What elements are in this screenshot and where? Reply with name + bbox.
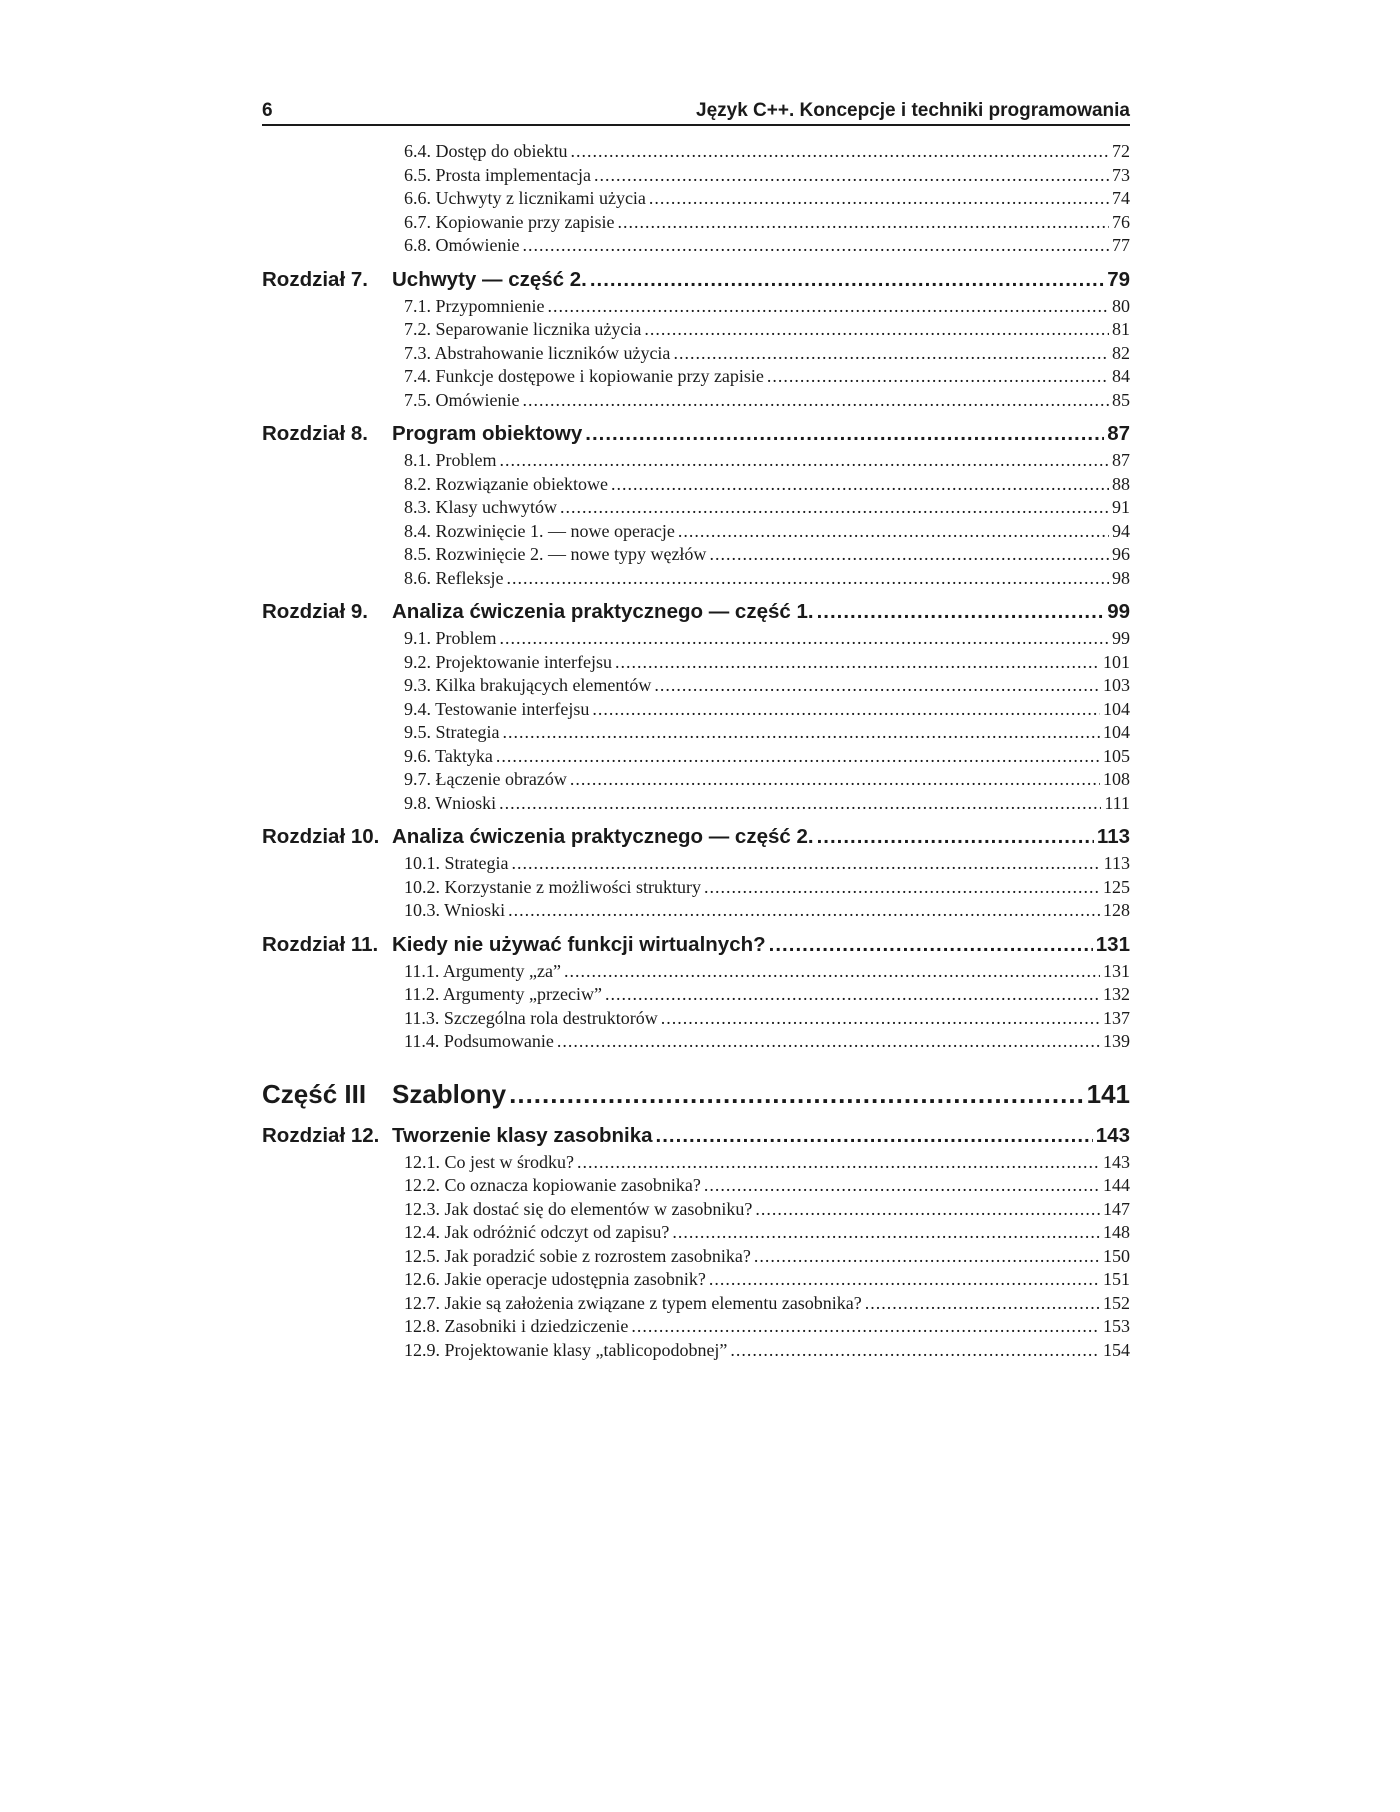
dot-leader [656, 1121, 1093, 1151]
dot-leader [754, 1245, 1100, 1269]
toc-title: Program obiektowy [392, 422, 583, 445]
dot-leader [661, 1007, 1100, 1031]
toc-page-number: 81 [1112, 319, 1130, 339]
toc-title: 6.8. Omówienie [404, 235, 520, 255]
toc-page-number: 104 [1103, 722, 1130, 742]
dot-leader [817, 822, 1094, 852]
toc-title: 11.3. Szczególna rola destruktorów [404, 1007, 658, 1028]
toc-title: 9.4. Testowanie interfejsu [404, 698, 590, 719]
toc-section-entry [262, 1268, 1130, 1292]
dot-leader [605, 983, 1100, 1007]
dot-leader [577, 1151, 1100, 1175]
book-title: Język C++. Koncepcje i techniki programowania [696, 100, 1130, 121]
toc-title: 7.5. Omówienie [404, 389, 520, 410]
toc-section-entry [262, 365, 1130, 389]
toc-page-number: 150 [1103, 1245, 1130, 1266]
toc-title: 9.7. Łączenie obrazów [404, 769, 567, 789]
toc-section-entry [262, 318, 1130, 342]
toc-page-number: 128 [1103, 900, 1130, 920]
toc-page-number: 99 [1112, 628, 1130, 648]
toc-title: 6.7. Kopiowanie przy zapisie [404, 211, 615, 232]
dot-leader [500, 449, 1110, 473]
toc-section-entry [262, 674, 1130, 698]
dot-leader [511, 852, 1100, 876]
toc-section-entry [262, 1221, 1130, 1245]
toc-section-entry [262, 627, 1130, 651]
toc-section-entry [262, 520, 1130, 544]
toc-title: 9.3. Kilka brakujących elementów [404, 675, 652, 695]
toc-title: Analiza ćwiczenia praktycznego — część 1. [392, 600, 814, 623]
toc-section-entry [262, 651, 1130, 675]
toc-page-number: 87 [1107, 422, 1130, 445]
dot-leader [817, 597, 1105, 627]
dot-leader [592, 698, 1100, 722]
chapter-label: Rozdział 8. [262, 422, 368, 445]
toc-page-number: 113 [1096, 825, 1130, 848]
toc-section-entry [262, 1292, 1130, 1316]
toc-title: 7.1. Przypomnienie [404, 295, 545, 316]
dot-leader [617, 211, 1109, 235]
toc-section-entry [262, 876, 1130, 900]
toc-title: 12.4. Jak odróżnić odczyt od zapisu? [404, 1222, 670, 1242]
part-label: Część III [262, 1078, 367, 1109]
dot-leader [730, 1339, 1100, 1363]
toc-page-number: 141 [1086, 1078, 1130, 1109]
toc-page-number: 111 [1104, 792, 1130, 813]
dot-leader [509, 1074, 1083, 1114]
toc-page-number: 98 [1112, 567, 1130, 588]
toc-page-number: 101 [1103, 651, 1130, 672]
toc-title: 8.5. Rozwinięcie 2. — nowe typy węzłów [404, 544, 707, 564]
dot-leader [500, 627, 1110, 651]
toc-section-entry [262, 140, 1130, 164]
dot-leader [508, 899, 1100, 923]
toc-section-entry [262, 543, 1130, 567]
toc-page-number: 87 [1112, 450, 1130, 470]
toc-page-number: 143 [1095, 1123, 1130, 1147]
toc-title: 8.6. Refleksje [404, 567, 504, 588]
toc-page-number: 152 [1103, 1292, 1130, 1313]
toc-page-number: 74 [1112, 188, 1130, 208]
toc-page-number: 139 [1103, 1031, 1130, 1051]
dot-leader [564, 960, 1100, 984]
toc-page-number: 79 [1107, 267, 1130, 291]
toc-page-number: 147 [1103, 1198, 1130, 1219]
toc-title: 9.1. Problem [404, 628, 497, 648]
toc-title: 9.5. Strategia [404, 722, 500, 742]
toc-section-entry [262, 1339, 1130, 1363]
toc-title: 9.6. Taktyka [404, 745, 493, 766]
chapter-label: Rozdział 9. [262, 600, 368, 623]
toc-title: 9.8. Wnioski [404, 792, 497, 813]
toc-section-entry [262, 852, 1130, 876]
toc-title: 12.8. Zasobniki i dziedziczenie [404, 1316, 629, 1336]
toc-page-number: 99 [1107, 600, 1130, 623]
toc-chapter-heading [262, 419, 1130, 449]
dot-leader [547, 295, 1109, 319]
toc-chapter-heading [262, 1121, 1130, 1151]
toc-page-number: 131 [1103, 960, 1130, 981]
toc-title: 8.2. Rozwiązanie obiektowe [404, 473, 608, 494]
toc-page-number: 113 [1103, 853, 1130, 873]
toc-section-entry [262, 745, 1130, 769]
toc-section-entry [262, 496, 1130, 520]
dot-leader [557, 1030, 1100, 1054]
dot-leader [631, 1315, 1100, 1339]
toc-section-entry [262, 721, 1130, 745]
toc-section-entry [262, 1030, 1130, 1054]
toc-section-entry [262, 473, 1130, 497]
toc-page-number: 143 [1103, 1151, 1130, 1172]
toc-title: 6.5. Prosta implementacja [404, 164, 591, 185]
table-of-contents [262, 140, 1130, 1362]
toc-title: 8.3. Klasy uchwytów [404, 497, 557, 517]
toc-title: 12.7. Jakie są założenia związane z typem elementu zasobnika? [404, 1292, 862, 1313]
dot-leader [611, 473, 1109, 497]
chapter-label: Rozdział 7. [262, 267, 368, 291]
toc-page-number: 154 [1103, 1339, 1130, 1360]
dot-leader [704, 876, 1100, 900]
toc-title: Kiedy nie używać funkcji wirtualnych? [392, 932, 766, 956]
toc-section-entry [262, 792, 1130, 816]
toc-title: 9.2. Projektowanie interfejsu [404, 651, 612, 672]
dot-leader [496, 745, 1100, 769]
toc-title: 6.4. Dostęp do obiektu [404, 141, 568, 161]
toc-page-number: 153 [1103, 1316, 1130, 1336]
toc-chapter-heading [262, 822, 1130, 852]
toc-title: 8.1. Problem [404, 450, 497, 470]
dot-leader [649, 187, 1109, 211]
toc-page-number: 103 [1103, 675, 1130, 695]
toc-title: 7.2. Separowanie licznika użycia [404, 319, 642, 339]
toc-title: 12.3. Jak dostać się do elementów w zasobniku? [404, 1198, 753, 1219]
dot-leader [709, 543, 1109, 567]
toc-page-number: 105 [1103, 745, 1130, 766]
toc-title: 10.1. Strategia [404, 853, 509, 873]
toc-section-entry [262, 234, 1130, 258]
toc-page-number: 125 [1103, 876, 1130, 897]
toc-title: 11.2. Argumenty „przeciw” [404, 984, 602, 1004]
dot-leader [767, 365, 1109, 389]
toc-section-entry [262, 1245, 1130, 1269]
toc-title: 6.6. Uchwyty z licznikami użycia [404, 188, 646, 208]
toc-title: 7.3. Abstrahowanie liczników użycia [404, 342, 671, 363]
toc-page-number: 131 [1095, 932, 1130, 956]
toc-section-entry [262, 164, 1130, 188]
dot-leader [709, 1268, 1100, 1292]
dot-leader [590, 265, 1104, 295]
toc-title: 12.9. Projektowanie klasy „tablicopodobnej” [404, 1339, 728, 1360]
toc-section-entry [262, 899, 1130, 923]
toc-page-number: 96 [1112, 544, 1130, 564]
toc-title: 10.3. Wnioski [404, 900, 506, 920]
toc-section-entry [262, 983, 1130, 1007]
toc-page-number: 84 [1112, 366, 1130, 386]
dot-leader [644, 318, 1109, 342]
toc-page-number: 73 [1112, 164, 1130, 185]
dot-leader [594, 164, 1109, 188]
toc-title: Analiza ćwiczenia praktycznego — część 2. [392, 825, 814, 848]
toc-title: 12.5. Jak poradzić sobie z rozrostem zasobnika? [404, 1245, 751, 1266]
toc-title: 11.1. Argumenty „za” [404, 960, 561, 981]
dot-leader [673, 342, 1109, 366]
toc-section-entry [262, 1174, 1130, 1198]
toc-section-entry [262, 698, 1130, 722]
toc-title: 10.2. Korzystanie z możliwości struktury [404, 876, 701, 897]
dot-leader [672, 1221, 1100, 1245]
toc-section-entry [262, 960, 1130, 984]
dot-leader [571, 140, 1110, 164]
toc-page-number: 94 [1112, 520, 1130, 541]
toc-page-number: 88 [1112, 473, 1130, 494]
dot-leader [865, 1292, 1100, 1316]
toc-title: 7.4. Funkcje dostępowe i kopiowanie przy zapisie [404, 366, 764, 386]
toc-section-entry [262, 1007, 1130, 1031]
page-number: 6 [262, 100, 273, 121]
toc-chapter-heading [262, 265, 1130, 295]
toc-page-number: 148 [1103, 1222, 1130, 1242]
toc-chapter-heading [262, 597, 1130, 627]
chapter-label: Rozdział 11. [262, 932, 379, 956]
toc-title: 12.2. Co oznacza kopiowanie zasobnika? [404, 1175, 701, 1195]
toc-page-number: 72 [1112, 141, 1130, 161]
toc-page-number: 144 [1103, 1175, 1130, 1195]
toc-section-entry [262, 342, 1130, 366]
toc-part-heading [262, 1074, 1130, 1114]
dot-leader [560, 496, 1109, 520]
toc-page-number: 104 [1103, 698, 1130, 719]
toc-title: Tworzenie klasy zasobnika [392, 1123, 653, 1147]
toc-section-entry [262, 567, 1130, 591]
dot-leader [522, 234, 1109, 258]
dot-leader [678, 520, 1109, 544]
book-page [262, 92, 1130, 1362]
toc-title: Szablony [392, 1078, 507, 1109]
dot-leader [585, 419, 1104, 449]
toc-section-entry [262, 187, 1130, 211]
toc-page-number: 77 [1112, 235, 1130, 255]
toc-page-number: 108 [1103, 769, 1130, 789]
toc-title: 8.4. Rozwinięcie 1. — nowe operacje [404, 520, 675, 541]
toc-page-number: 85 [1112, 389, 1130, 410]
toc-page-number: 82 [1112, 342, 1130, 363]
toc-section-entry [262, 1198, 1130, 1222]
toc-section-entry [262, 295, 1130, 319]
dot-leader [502, 721, 1100, 745]
toc-page-number: 151 [1103, 1269, 1130, 1289]
dot-leader [704, 1174, 1100, 1198]
chapter-label: Rozdział 10. [262, 825, 380, 848]
running-header [262, 92, 1130, 126]
toc-page-number: 76 [1112, 211, 1130, 232]
toc-title: 12.6. Jakie operacje udostępnia zasobnik? [404, 1269, 706, 1289]
dot-leader [654, 674, 1100, 698]
dot-leader [615, 651, 1100, 675]
dot-leader [506, 567, 1109, 591]
dot-leader [769, 930, 1093, 960]
toc-chapter-heading [262, 930, 1130, 960]
toc-section-entry [262, 1315, 1130, 1339]
toc-page-number: 137 [1103, 1007, 1130, 1028]
dot-leader [522, 389, 1109, 413]
toc-page-number: 132 [1103, 984, 1130, 1004]
toc-title: Uchwyty — część 2. [392, 267, 587, 291]
toc-section-entry [262, 449, 1130, 473]
toc-title: 12.1. Co jest w środku? [404, 1151, 574, 1172]
toc-section-entry [262, 1151, 1130, 1175]
toc-title: 11.4. Podsumowanie [404, 1031, 554, 1051]
toc-section-entry [262, 211, 1130, 235]
toc-section-entry [262, 768, 1130, 792]
dot-leader [755, 1198, 1100, 1222]
toc-page-number: 80 [1112, 295, 1130, 316]
chapter-label: Rozdział 12. [262, 1123, 380, 1147]
toc-page-number: 91 [1112, 497, 1130, 517]
dot-leader [570, 768, 1100, 792]
dot-leader [499, 792, 1101, 816]
toc-section-entry [262, 389, 1130, 413]
